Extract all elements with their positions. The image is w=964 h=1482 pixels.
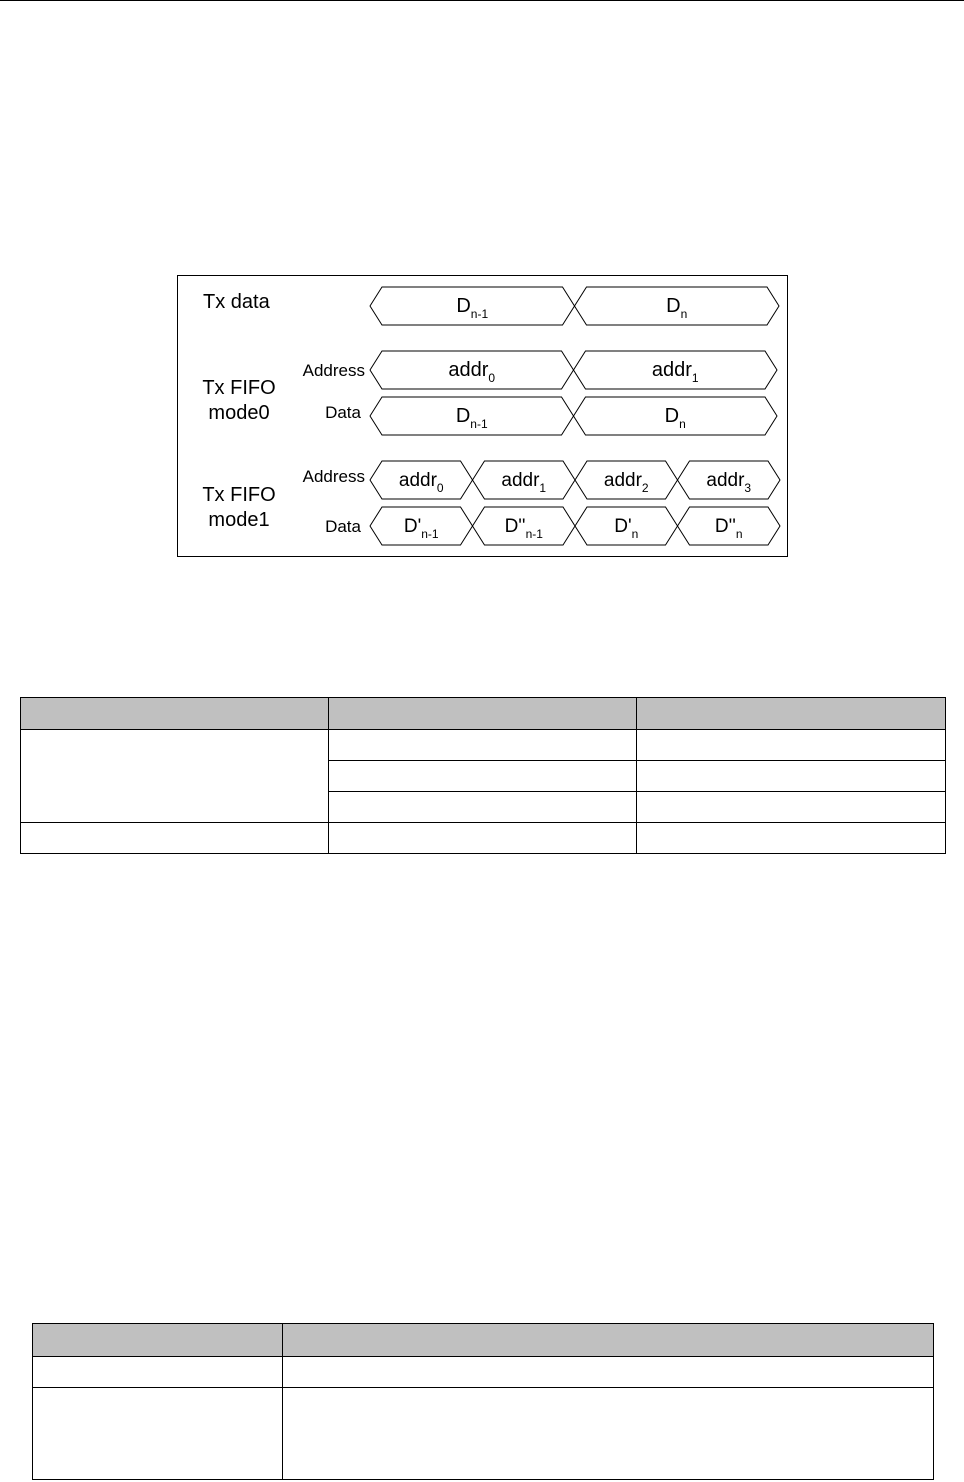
table-row: [21, 730, 946, 761]
mode1-data-segment-label: $D'_{n-1}$: [403, 516, 439, 541]
tx-data-segment-label: $D_n$: [666, 295, 688, 321]
mode1-address-segment-label: addr$_1$: [501, 470, 547, 495]
tx-data-label: Tx data: [203, 291, 270, 313]
table-cell: [283, 1357, 934, 1388]
table-cell: [329, 761, 637, 792]
table-2-header-row: [33, 1324, 934, 1357]
table-row: [33, 1357, 934, 1388]
table-1-header-cell: [329, 698, 637, 730]
table-cell: [329, 823, 637, 854]
fifo-mode1-label-line2: mode1: [208, 509, 270, 531]
table-cell: [21, 823, 329, 854]
mode1-data-segment-label: $D''_n$: [714, 516, 743, 541]
table-cell: [637, 730, 946, 761]
table-2-header-cell: [283, 1324, 934, 1357]
fifo-mode0-label-line2: mode0: [208, 402, 270, 424]
mode1-data-segment-label: $D'_n$: [614, 516, 639, 541]
table-cell: [637, 761, 946, 792]
mode0-data-label: Data: [325, 403, 361, 422]
mode1-address-segment-label: addr$_0$: [398, 470, 444, 495]
tx-fifo-timing-diagram: [0, 0, 964, 600]
table-1-header-row: [21, 698, 946, 730]
fifo-mode0-label-line1: Tx FIFO: [202, 377, 276, 399]
mode0-data-segment-label: $D_n$: [664, 405, 686, 431]
table-1-header-cell: [637, 698, 946, 730]
table-cell: [33, 1357, 283, 1388]
table-1-header-cell: [21, 698, 329, 730]
mode1-address-label: Address: [302, 467, 365, 486]
table-row: [21, 823, 946, 854]
mode0-address-segment-label: addr$_1$: [651, 359, 699, 385]
tx-data-segment-label: $D_{n-1}$: [456, 295, 489, 321]
table-cell: [637, 792, 946, 823]
mode1-data-segment-label: $D''_{n-1}$: [504, 516, 543, 541]
table-cell: [33, 1388, 283, 1480]
mode1-address-segment-label: addr$_3$: [706, 470, 752, 495]
mode0-address-label: Address: [302, 361, 365, 380]
mode1-address-segment-label: addr$_2$: [603, 470, 649, 495]
table-1: [20, 697, 946, 854]
table-cell: [329, 730, 637, 761]
table-1-merged-cell: [21, 730, 329, 823]
mode1-data-label: Data: [325, 517, 361, 536]
mode0-address-segment-label: addr$_0$: [448, 359, 496, 385]
table-2-header-cell: [33, 1324, 283, 1357]
fifo-mode1-label-line1: Tx FIFO: [202, 484, 276, 506]
table-cell: [283, 1388, 934, 1480]
table-row: [33, 1388, 934, 1480]
table-cell: [637, 823, 946, 854]
mode0-data-segment-label: $D_{n-1}$: [455, 405, 488, 431]
table-cell: [329, 792, 637, 823]
table-2: [32, 1323, 934, 1480]
